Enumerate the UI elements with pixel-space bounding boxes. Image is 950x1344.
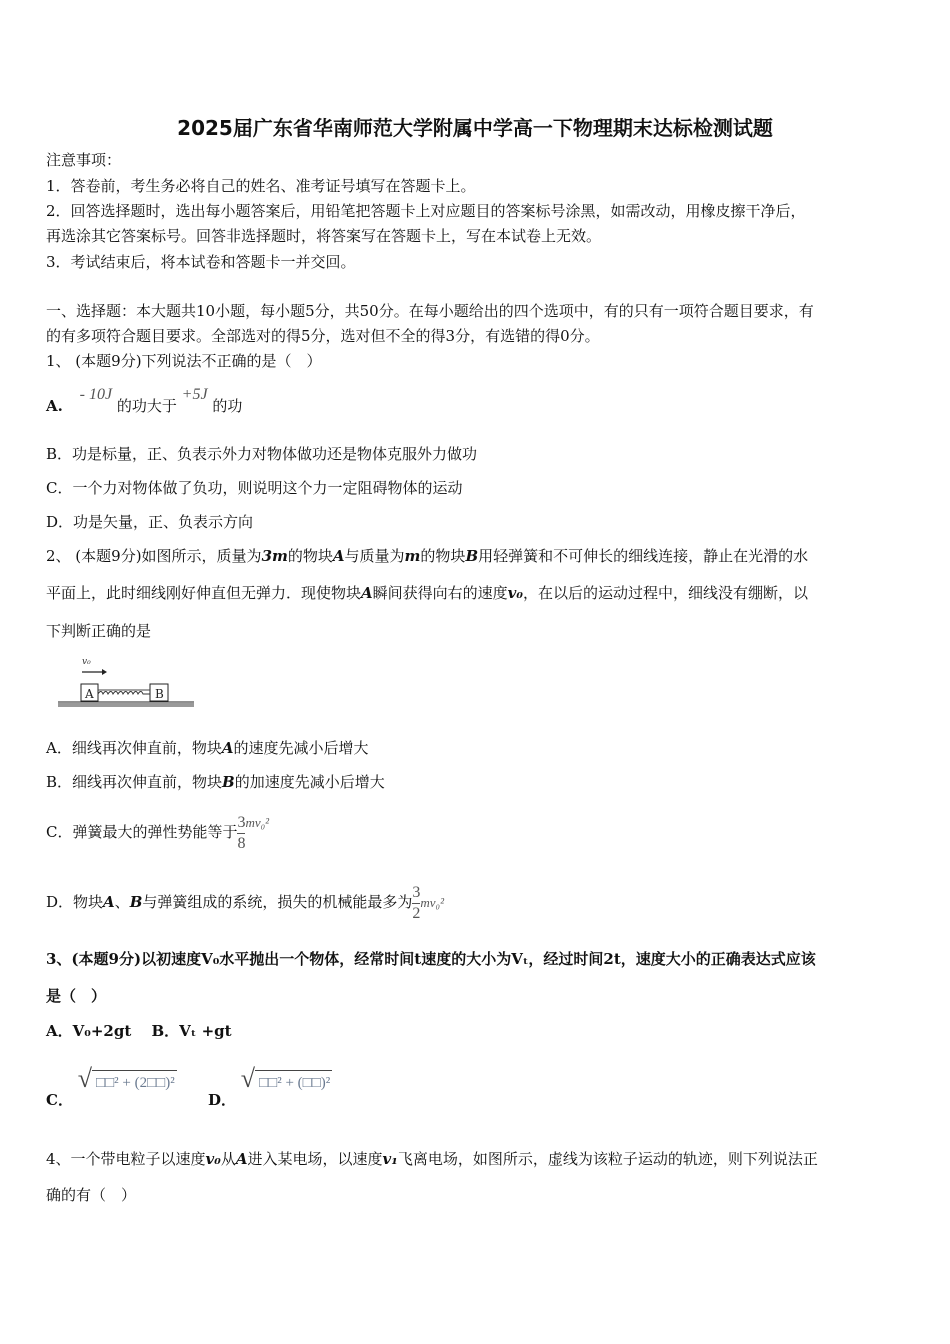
option-text: 的功大于 [116, 397, 177, 415]
var: A [103, 893, 115, 911]
var: B [129, 893, 143, 911]
denominator: 2 [412, 904, 421, 922]
text: 用轻弹簧和不可伸长的细线连接，静止在光滑的水 [478, 547, 809, 565]
text: 的速度先减小后增大 [233, 739, 369, 757]
question-3-stem: 3、(本题9分)以初速度V₀水平抛出一个物体，经常时间t速度的大小为Vₜ，经过时间2t，速度大小的正确表达式应该 [46, 950, 816, 968]
question-4-stem [46, 1149, 818, 1169]
var: A [221, 739, 234, 757]
question-2-stem [46, 583, 808, 603]
text: D．物块 [46, 893, 104, 911]
denominator: 8 [237, 834, 246, 852]
text: 瞬间获得向右的速度 [372, 584, 508, 602]
q1-option-d: D．功是矢量，正、负表示方向 [46, 513, 254, 531]
var: B [222, 773, 235, 791]
question-1-stem: 1、 (本题9分)下列说法不正确的是（ ） [46, 352, 322, 370]
text: B．细线再次伸直前，物块 [46, 773, 223, 791]
section-intro: 的有多项符合题目要求。全部选对的得5分，选对但不全的得3分，有选错的得0分。 [46, 327, 600, 345]
math-expr: mv₀² [245, 815, 270, 830]
text: 2、 (本题9分)如图所示，质量为 [46, 547, 262, 565]
q3-options-ab: A．V₀+2gt B．Vₜ +gt [46, 1022, 232, 1040]
notice-item: 再选涂其它答案标号。回答非选择题时，将答案写在答题卡上，写在本试卷上无效。 [46, 227, 602, 245]
ground-hatch [58, 703, 194, 707]
page-title: 2025届广东省华南师范大学附属中学高一下物理期末达标检测试题 [177, 116, 773, 140]
spring-blocks-figure [56, 652, 196, 712]
question-4-stem: 确的有（ ） [46, 1186, 137, 1204]
velocity-label: v₀ [82, 657, 91, 667]
question-2-stem [46, 546, 808, 566]
math-expr: mv₀² [420, 895, 444, 910]
var: B [465, 547, 479, 565]
option-text: 的功 [212, 397, 243, 415]
var: 3m [261, 547, 288, 565]
text: 进入某电场，以速度 [247, 1150, 383, 1168]
question-3-stem: 是（ ） [46, 987, 107, 1005]
notice-item: 1．答卷前，考生务必将自己的姓名、准考证号填写在答题卡上。 [46, 177, 476, 195]
notice-item: 2．回答选择题时，选出每小题答案后，用铅笔把答题卡上对应题目的答案标号涂黑，如需改动，用橡皮擦干净后， [46, 202, 806, 220]
text: 与弹簧组成的系统，损失的机械能最多为 [142, 893, 413, 911]
text: 与质量为 [344, 547, 405, 565]
text: 飞离电场，如图所示，虚线为该粒子运动的轨迹，则下列说法正 [397, 1150, 818, 1168]
option-label: A. [46, 397, 63, 415]
numerator: 3 [412, 883, 421, 901]
q1-option-c: C．一个力对物体做了负功，则说明这个力一定阻碍物体的运动 [46, 479, 463, 497]
block-b-label: B [155, 687, 164, 701]
text: 从 [220, 1150, 236, 1168]
arrow-head [102, 669, 107, 675]
text: 平面上，此时细线刚好伸直但无弹力．现使物块 [46, 584, 362, 602]
text: 4、一个带电粒子以速度 [46, 1150, 206, 1168]
q3-option-d [208, 1064, 332, 1111]
option-label: C． [46, 1091, 73, 1109]
text: C．弹簧最大的弹性势能等于 [46, 823, 238, 841]
var: A [332, 547, 345, 565]
option-label: D． [208, 1091, 237, 1109]
block-a-label: A [85, 687, 94, 701]
math-value: - 10J [79, 386, 113, 403]
var: A [361, 584, 373, 602]
section-intro: 一、选择题：本大题共10小题，每小题5分，共50分。在每小题给出的四个选项中，有的只有一项符合题目要求，有 [46, 302, 814, 320]
q3-option-c [46, 1064, 177, 1111]
radicand: □□² + (□□)² [255, 1070, 332, 1091]
text: ，在以后的运动过程中，细线没有绷断，以 [522, 584, 808, 602]
q2-option-a [46, 738, 369, 758]
var: A [235, 1150, 248, 1168]
math-value: +5J [181, 386, 208, 403]
text: 的物块 [287, 547, 333, 565]
radicand: □□² + (2□□)² [92, 1070, 177, 1091]
spring [98, 692, 150, 695]
q1-option-b: B．功是标量，正、负表示外力对物体做功还是物体克服外力做功 [46, 445, 478, 463]
q2-option-c [46, 812, 269, 853]
var: v₀ [507, 584, 523, 602]
numerator: 3 [237, 813, 246, 831]
sqrt-expr: √ □□² + (□□)² [240, 1064, 331, 1093]
var: v₀ [205, 1150, 221, 1168]
notice-heading: 注意事项： [46, 151, 122, 169]
text: 、 [114, 893, 130, 911]
notice-item: 3．考试结束后，将本试卷和答题卡一并交回。 [46, 253, 356, 271]
text: 的加速度先减小后增大 [234, 773, 385, 791]
question-2-stem: 下判断正确的是 [46, 622, 152, 640]
sqrt-expr: √ □□² + (2□□)² [77, 1064, 175, 1093]
text: A．细线再次伸直前，物块 [46, 739, 222, 757]
var: v₁ [382, 1150, 398, 1168]
q2-option-b [46, 772, 385, 792]
q1-option-a [46, 386, 243, 417]
q2-option-d [46, 882, 444, 923]
var: m [404, 547, 421, 565]
text: 的物块 [420, 547, 466, 565]
